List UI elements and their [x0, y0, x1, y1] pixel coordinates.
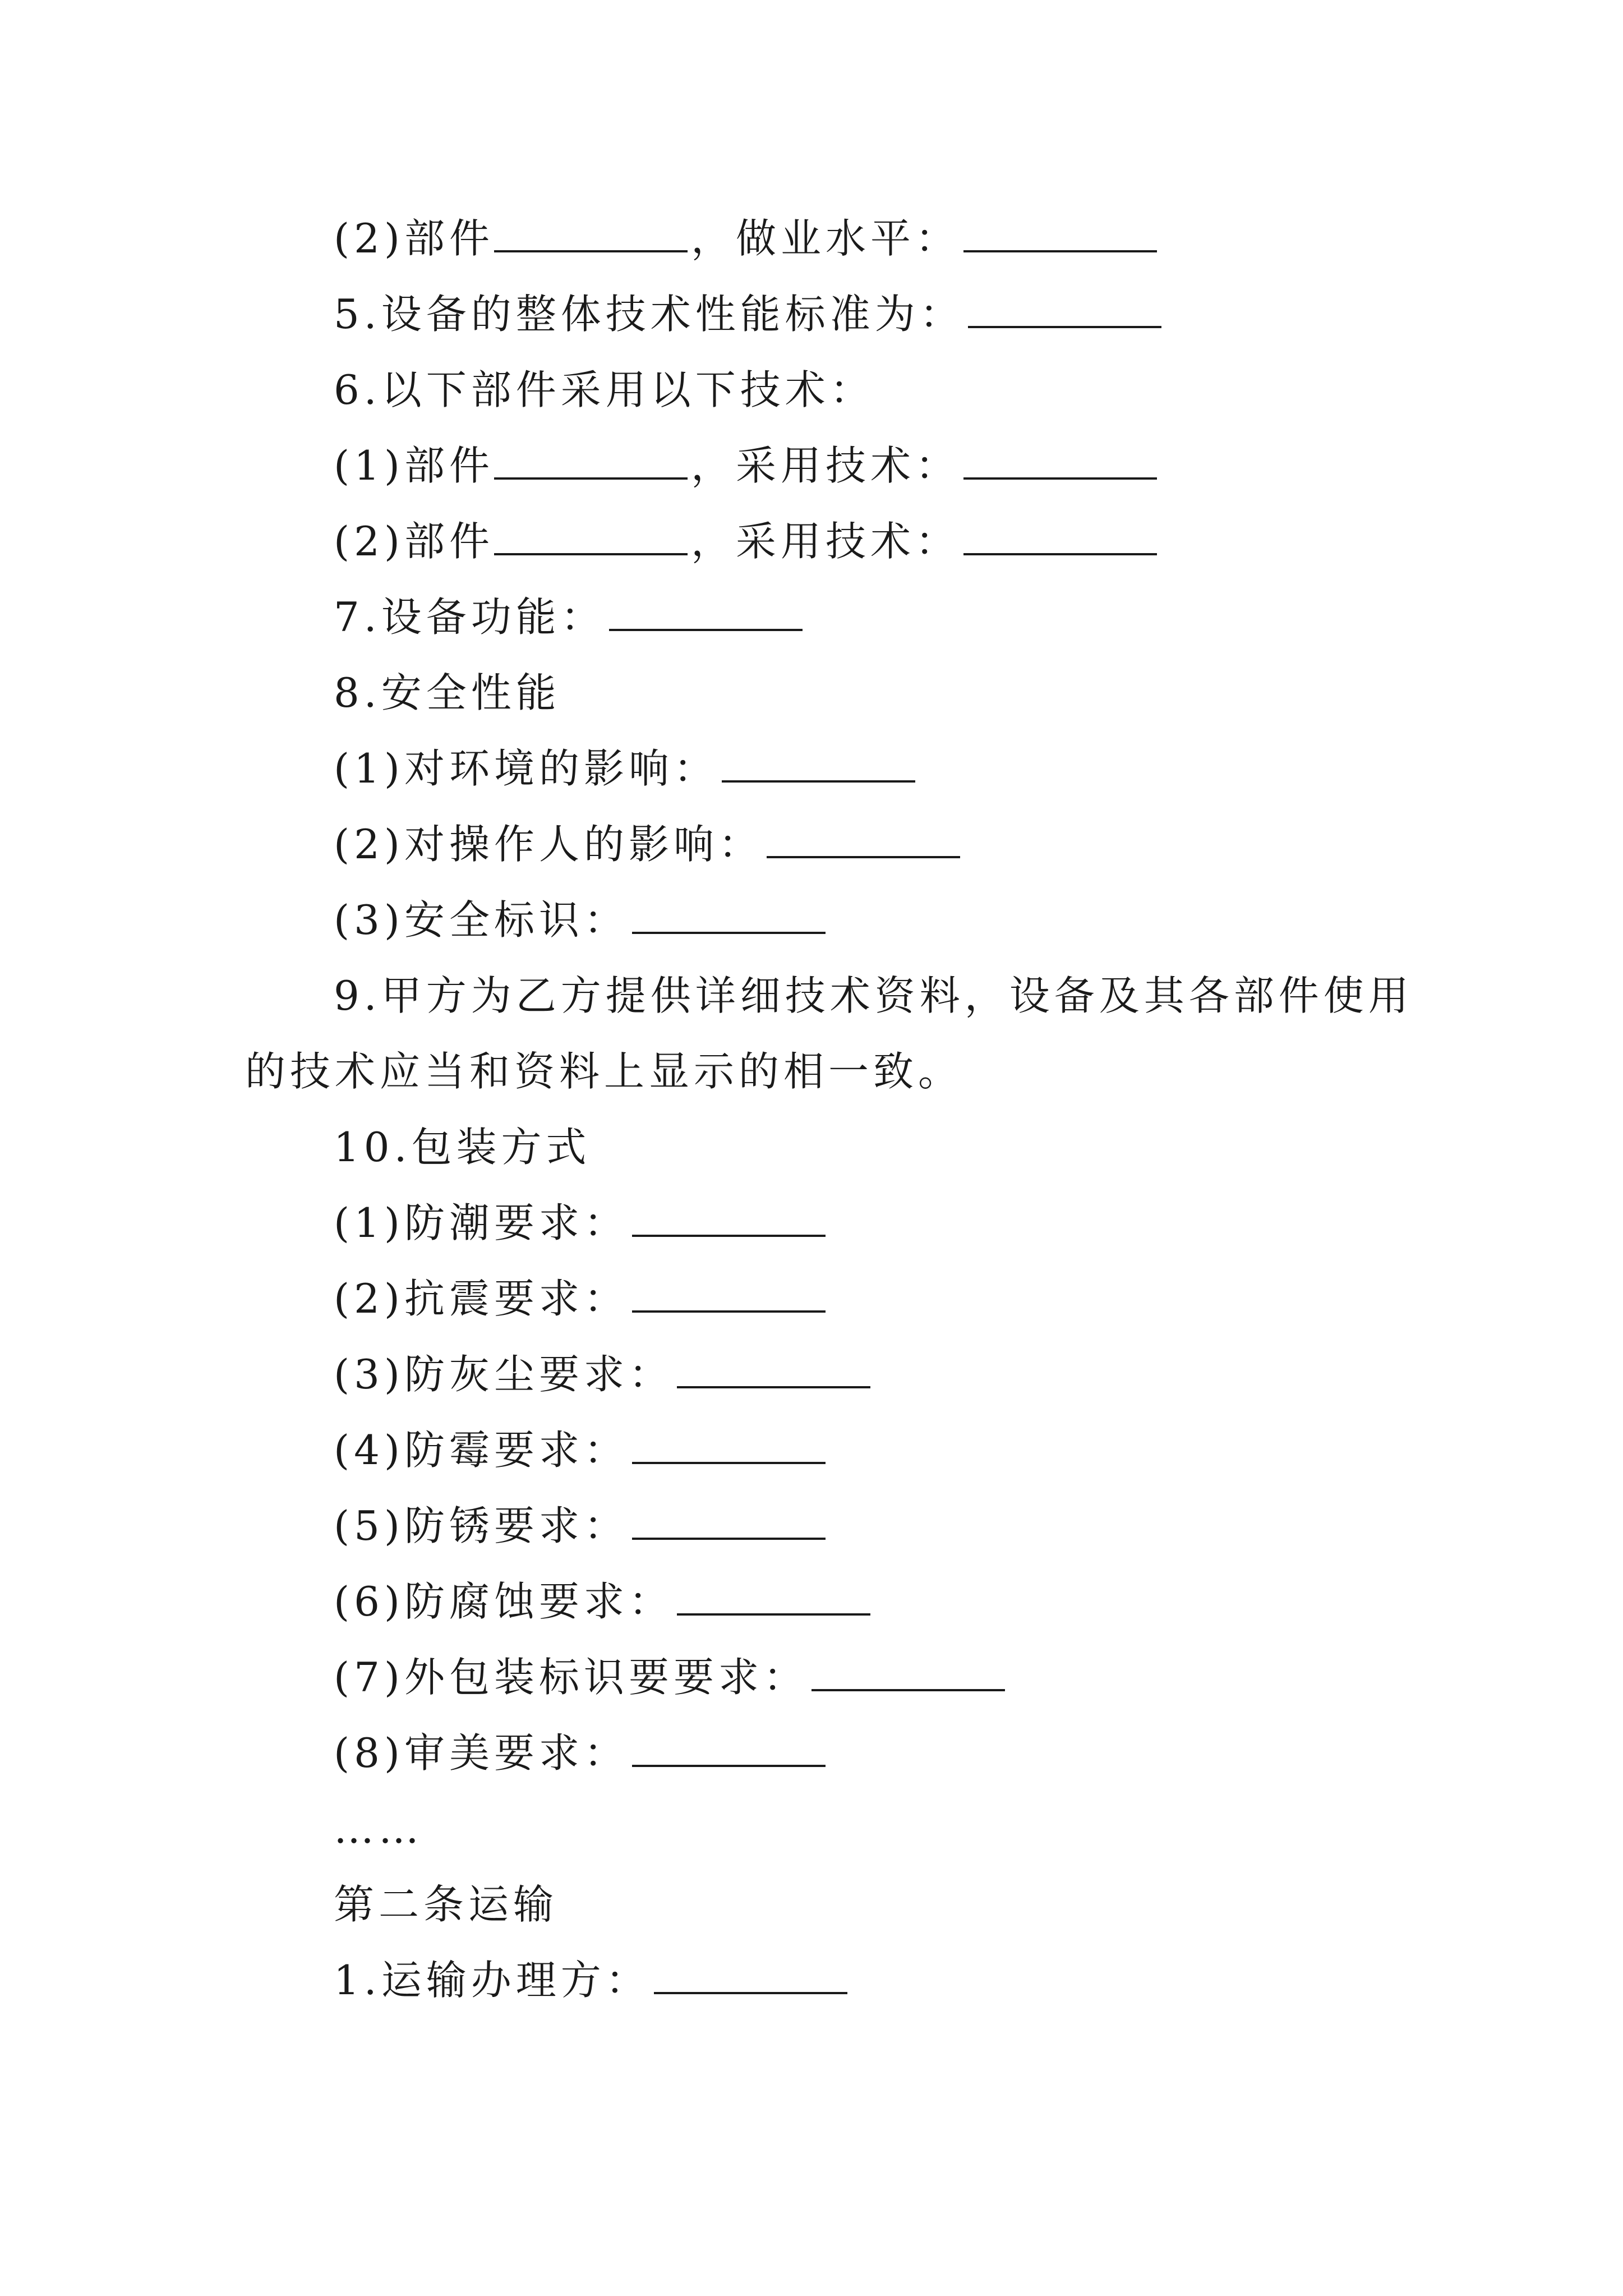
line-label: 6.以下部件采用以下技术：: [334, 366, 875, 413]
item-8-2-operator-impact: [334, 813, 963, 875]
item-6-1-component-tech: [334, 435, 1160, 496]
line-label: (3)安全标识：: [334, 896, 629, 944]
line-label: (2)部件: [334, 518, 494, 565]
item-8-1-environment-impact: [334, 738, 919, 799]
blank-field[interactable]: [968, 287, 1161, 328]
blank-field[interactable]: [654, 1953, 847, 1994]
item-10-1-moisture: [334, 1192, 829, 1254]
line-label: ，做业水平：: [691, 215, 961, 262]
line-label: (5)防锈要求：: [334, 1502, 629, 1549]
item-10-2-shockproof: [334, 1268, 829, 1329]
item-10-8-aesthetics: [334, 1722, 829, 1784]
blank-field[interactable]: [609, 590, 803, 631]
line-label: ，采用技术：: [691, 518, 961, 565]
blank-field[interactable]: [632, 1271, 826, 1313]
line-label: 5.设备的整体技术性能标准为：: [334, 291, 965, 338]
item-10-packaging-method: [334, 1116, 591, 1178]
item-10-3-dustproof: [334, 1343, 874, 1405]
line-label: (2)对操作人的影响：: [334, 821, 763, 868]
blank-field[interactable]: [632, 892, 826, 934]
paragraph-text: 的技术应当和资料上显示的相一致。: [245, 1048, 963, 1095]
line-label: ，采用技术：: [691, 442, 961, 489]
line-label: 8.安全性能: [334, 669, 561, 716]
item-7-equipment-function: [334, 586, 806, 648]
item-10-6-corrosion: [334, 1571, 874, 1632]
line-label: (4)防霉要求：: [334, 1427, 629, 1474]
line-label: (1)部件: [334, 442, 494, 489]
blank-field[interactable]: [632, 1423, 826, 1464]
line-label: 10.包装方式: [334, 1124, 591, 1171]
item-8-3-safety-marking: [334, 889, 829, 951]
ellipsis: [334, 1798, 423, 1860]
blank-field[interactable]: [494, 514, 688, 555]
item-1-transport-handler: [334, 1949, 851, 2011]
item-9-technical-data: [334, 965, 1413, 1027]
blank-field[interactable]: [494, 438, 688, 480]
item-6-components-technology: [334, 359, 875, 421]
item-2-component-level: [334, 208, 1160, 269]
line-label: (2)部件: [334, 215, 494, 262]
blank-field[interactable]: [494, 211, 688, 252]
blank-field[interactable]: [963, 514, 1157, 555]
item-10-5-rust: [334, 1495, 829, 1557]
item-6-2-component-tech: [334, 510, 1160, 572]
line-label: (7)外包装标识要要求：: [334, 1654, 808, 1701]
item-10-4-mildew: [334, 1419, 829, 1481]
blank-field[interactable]: [632, 1195, 826, 1237]
item-10-7-outer-marking: [334, 1646, 1008, 1708]
line-label: 1.运输办理方：: [334, 1957, 651, 2004]
blank-field[interactable]: [722, 741, 915, 783]
line-label: (8)审美要求：: [334, 1729, 629, 1777]
blank-field[interactable]: [963, 211, 1157, 252]
section-heading: 第二条运输: [334, 1881, 559, 1928]
blank-field[interactable]: [632, 1498, 826, 1540]
blank-field[interactable]: [767, 817, 960, 858]
blank-field[interactable]: [677, 1574, 870, 1616]
paragraph-text: 9.甲方为乙方提供详细技术资料，设备及其各部件使用: [334, 972, 1413, 1019]
blank-field[interactable]: [811, 1650, 1005, 1691]
line-label: (2)抗震要求：: [334, 1275, 629, 1322]
blank-field[interactable]: [963, 438, 1157, 480]
blank-field[interactable]: [632, 1726, 826, 1767]
item-8-safety-performance: [334, 662, 561, 724]
line-label: (1)对环境的影响：: [334, 745, 718, 792]
line-label: (1)防潮要求：: [334, 1199, 629, 1246]
article-2-heading: [334, 1874, 558, 1935]
item-5-overall-performance: [334, 283, 1165, 345]
item-9-continuation: [245, 1041, 963, 1102]
line-label: 7.设备功能：: [334, 593, 606, 641]
blank-field[interactable]: [677, 1347, 870, 1388]
line-label: (6)防腐蚀要求：: [334, 1578, 674, 1625]
ellipsis-text: ……: [334, 1805, 423, 1852]
line-label: (3)防灰尘要求：: [334, 1351, 674, 1398]
